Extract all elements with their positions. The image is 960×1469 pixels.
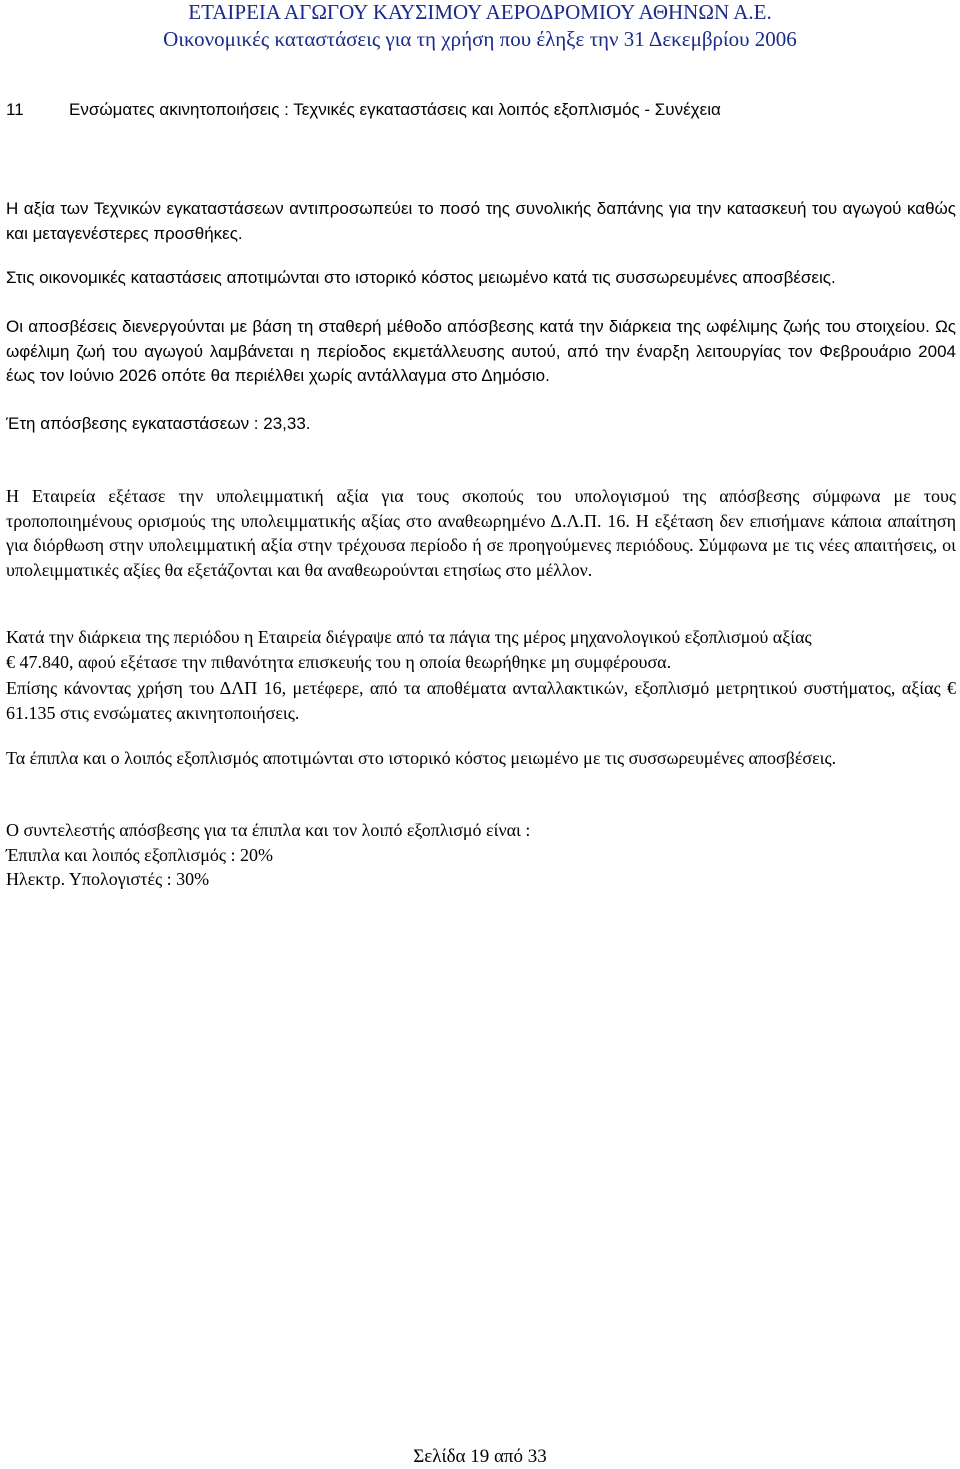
- rates-intro: Ο συντελεστής απόσβεσης για τα έπιπλα και τον λοιπό εξοπλισμό είναι :: [6, 820, 531, 840]
- section-number: 11: [6, 100, 24, 119]
- paragraph-furniture-valuation: Τα έπιπλα και ο λοιπός εξοπλισμός αποτιμώνται στο ιστορικό κόστος μειωμένο με τις συσσωρευμένες αποσβέσεις.: [6, 748, 837, 768]
- rate-computers: Ηλεκτρ. Υπολογιστές : 30%: [6, 869, 210, 889]
- paragraph-installations-value: Η αξία των Τεχνικών εγκαταστάσεων αντιπροσωπεύει το ποσό της συνολικής δαπάνης για την κατασκευή του αγωγού καθώς και μεταγενέστερες προσθήκες.: [6, 199, 956, 243]
- paragraph-writeoff: [6, 625, 956, 674]
- paragraph-residual-value: Η Εταιρεία εξέτασε την υπολειμματική αξία για τους σκοπούς του υπολογισμού της απόσβεσης σύμφωνα με τους τροποποιημένους ορισμούς της υπολειμματικής αξίας στο αναθεωρημένο Δ.Λ.Π. 16. Η εξέταση δεν επισήμανε κάποια απαίτηση για διόρθωση στην υπολειμματική αξία στην τρέχουσα περίοδο ή σε προηγούμενες περιόδους. Σύμφωνα με τις νέες απαιτήσεις, οι υπολειμματικές αξίες θα εξετάζονται και θα αναθεωρούνται ετησίως στο μέλλον.: [6, 486, 956, 580]
- paragraph-valuation: Στις οικονομικές καταστάσεις αποτιμώνται στο ιστορικό κόστος μειωμένο κατά τις συσσωρευμένες αποσβέσεις.: [6, 268, 836, 287]
- writeoff-line-2: € 47.840, αφού εξέτασε την πιθανότητα επισκευής του η οποία θεωρήθηκε μη συμφέρουσα.: [6, 651, 672, 672]
- section-title: Ενσώματες ακινητοποιήσεις : Τεχνικές εγκαταστάσεις και λοιπός εξοπλισμός - Συνέχεια: [69, 100, 721, 119]
- report-subtitle: Οικονομικές καταστάσεις για τη χρήση που έληξε την 31 Δεκεμβρίου 2006: [163, 27, 797, 51]
- page-number: Σελίδα 19 από 33: [413, 1446, 547, 1467]
- paragraph-depreciation-rates: [6, 818, 956, 892]
- paragraph-transfer: Επίσης κάνοντας χρήση του ΔΛΠ 16, μετέφερε, από τα αποθέματα ανταλλακτικών, εξοπλισμό μετρητικού συστήματος, αξίας € 61.135 στις ενσώματες ακινητοποιήσεις.: [6, 678, 956, 723]
- company-name: ΕΤΑΙΡΕΙΑ ΑΓΩΓΟΥ ΚΑΥΣΙΜΟΥ ΑΕΡΟΔΡΟΜΙΟΥ ΑΘΗΝΩΝ Α.Ε.: [188, 0, 772, 24]
- paragraph-depreciation-method: Οι αποσβέσεις διενεργούνται με βάση τη σταθερή μέθοδο απόσβεσης κατά την διάρκεια της ωφέλιμης ζωής του στοιχείου. Ως ωφέλιμη ζωή του αγωγού λαμβάνεται η περίοδος εκμετάλλευσης αυτού, από την έναρξη λειτουργίας τον Φεβρουάριο 2004 έως τον Ιούνιο 2026 οπότε θα περιέλθει χωρίς αντάλλαγμα στο Δημόσιο.: [6, 317, 956, 385]
- rate-furniture: Έπιπλα και λοιπός εξοπλισμός : 20%: [6, 844, 273, 865]
- writeoff-line-1: Κατά την διάρκεια της περιόδου η Εταιρεία διέγραψε από τα πάγια της μέρος μηχανολογικού εξοπλισμού αξίας: [6, 627, 812, 647]
- section-heading: [6, 99, 956, 121]
- paragraph-depreciation-years: Έτη απόσβεσης εγκαταστάσεων : 23,33.: [6, 414, 311, 433]
